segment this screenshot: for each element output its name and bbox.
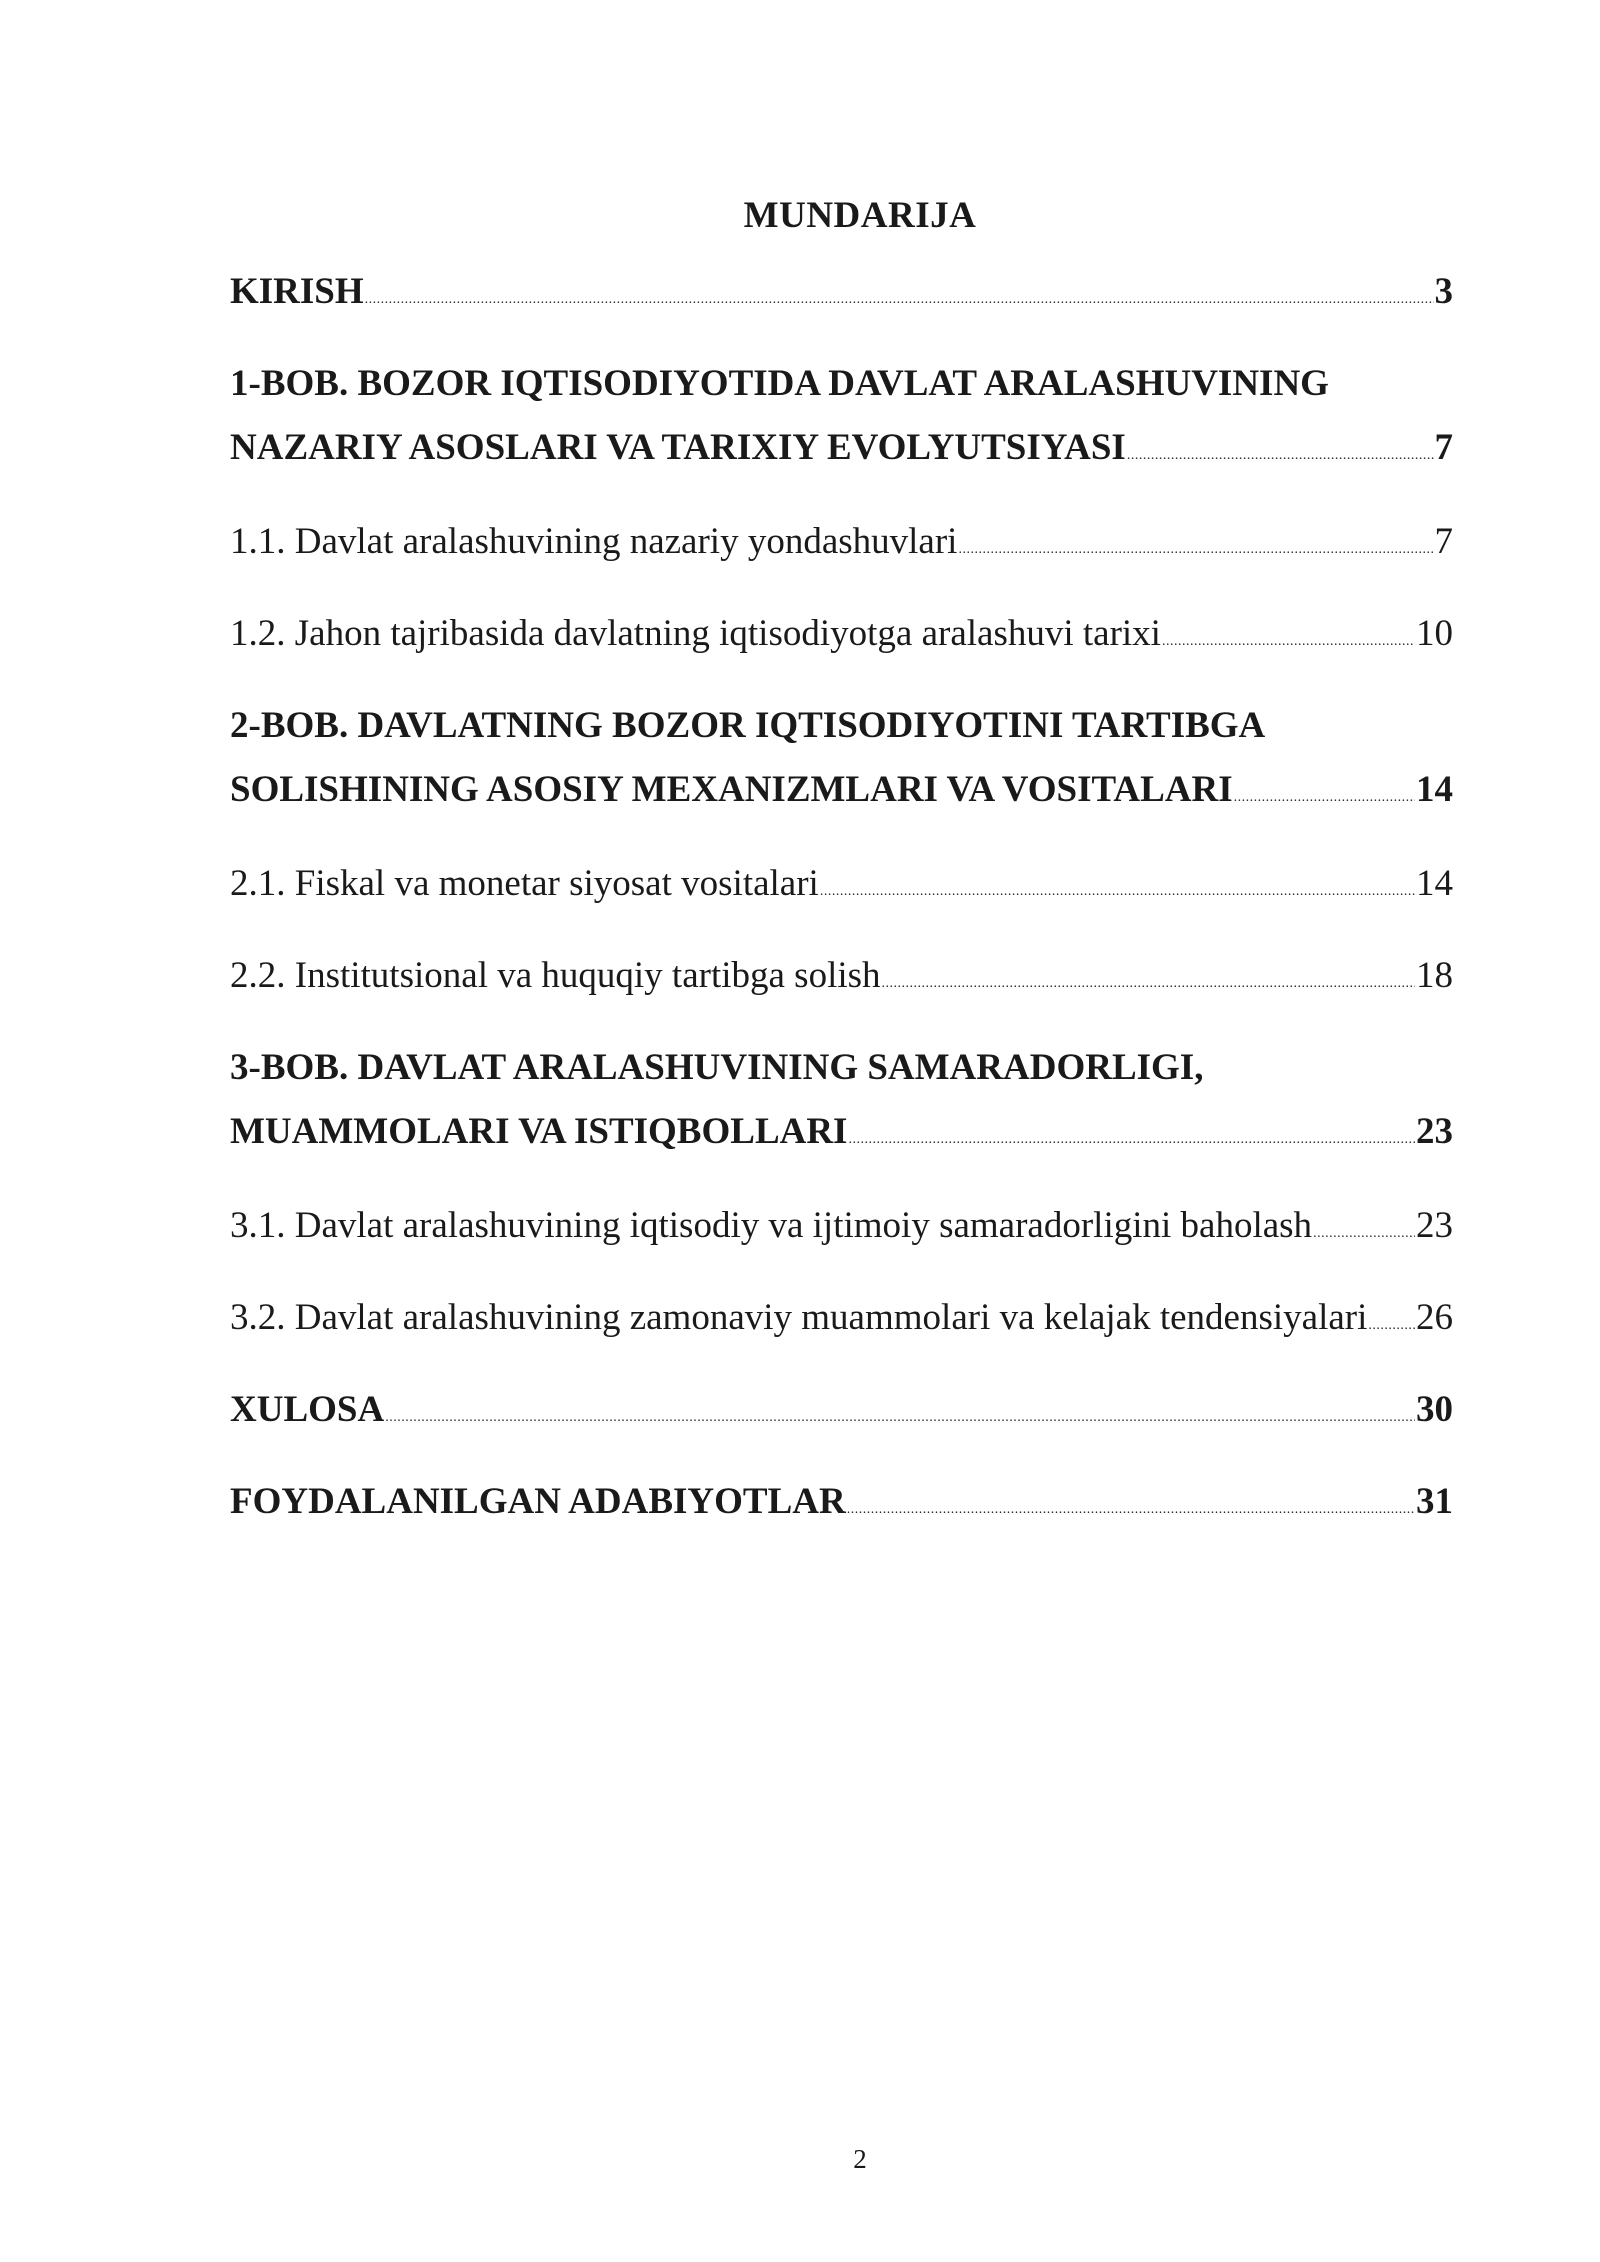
toc-leader-dots [1162,618,1415,666]
toc-entry-section-2-2[interactable] [230,952,1453,1008]
toc-entry-chapter-3[interactable] [230,1044,1453,1164]
toc-entry-page: 23 [1416,1205,1453,1246]
toc-entry-title: 3.2. Davlat aralashuvining zamonaviy muammolari va kelajak tendensiyalari [230,1297,1368,1338]
toc-entry-title: 2.1. Fiskal va monetar siyosat vositalari [230,863,819,904]
toc-entry-page: 31 [1416,1481,1453,1522]
toc-entry-section-1-2[interactable] [230,610,1453,666]
toc-entry-page: 23 [1416,1111,1453,1152]
toc-leader-dots [882,960,1415,1008]
toc-entry-page: 3 [1434,271,1453,312]
toc-entry-title: 1.1. Davlat aralashuvining nazariy yondashuvlari [230,521,958,562]
toc-leader-dots [847,1486,1415,1534]
toc-entry-page: 18 [1416,955,1453,996]
toc-entry-section-3-2[interactable] [230,1294,1453,1350]
toc-entry-chapter-1[interactable] [230,360,1453,480]
toc-leader-dots [1313,1210,1415,1258]
toc-entry-title: FOYDALANILGAN ADABIYOTLAR [230,1481,846,1522]
toc-entry-page: 26 [1416,1297,1453,1338]
toc-entry-page: 14 [1416,769,1453,810]
toc-entry-title: MUAMMOLARI VA ISTIQBOLLARI [230,1111,848,1152]
toc-entry-title-line1: 1-BOB. BOZOR IQTISODIYOTIDA DAVLAT ARALASHUVINING [230,363,1329,404]
toc-entry-chapter-2[interactable] [230,702,1453,822]
toc-leader-dots [820,868,1415,916]
toc-entry-title: NAZARIY ASOSLARI VA TARIXIY EVOLYUTSIYASI [230,427,1126,468]
toc-entry-title: KIRISH [230,271,364,312]
toc-leader-dots [1368,1302,1415,1350]
toc-title: MUNDARIJA [743,195,977,236]
toc-leader-dots [385,1394,1415,1442]
toc-entry-page: 7 [1434,521,1453,562]
page-number: 2 [853,2144,867,2174]
toc-entry-page: 7 [1434,427,1453,468]
toc-leader-dots [848,1116,1415,1164]
toc-entry-page: 10 [1416,613,1453,654]
toc-entry-page: 14 [1416,863,1453,904]
toc-entry-title: XULOSA [230,1389,385,1430]
toc-entry-title-line1: 2-BOB. DAVLATNING BOZOR IQTISODIYOTINI TARTIBGA [230,705,1266,746]
toc-entry-xulosa[interactable] [230,1386,1453,1442]
toc-leader-dots [365,276,1434,324]
toc-entry-references[interactable] [230,1478,1453,1534]
toc-entry-section-1-1[interactable] [230,518,1453,574]
toc-entry-title-line1: 3-BOB. DAVLAT ARALASHUVINING SAMARADORLIGI, [230,1047,1204,1088]
toc-leader-dots [1234,774,1415,822]
toc-entry-kirish[interactable] [230,268,1453,324]
toc-leader-dots [958,526,1433,574]
toc-entry-page: 30 [1416,1389,1453,1430]
toc-leader-dots [1127,432,1434,480]
toc-entry-section-3-1[interactable] [230,1202,1453,1258]
toc-entry-title: 3.1. Davlat aralashuvining iqtisodiy va ijtimoiy samaradorligini baholash [230,1205,1313,1246]
toc-entry-title: 1.2. Jahon tajribasida davlatning iqtisodiyotga aralashuvi tarixi [230,613,1161,654]
toc-entry-title: SOLISHINING ASOSIY MEXANIZMLARI VA VOSITALARI [230,769,1233,810]
toc-entry-section-2-1[interactable] [230,860,1453,916]
toc-entry-title: 2.2. Institutsional va huquqiy tartibga solish [230,955,881,996]
